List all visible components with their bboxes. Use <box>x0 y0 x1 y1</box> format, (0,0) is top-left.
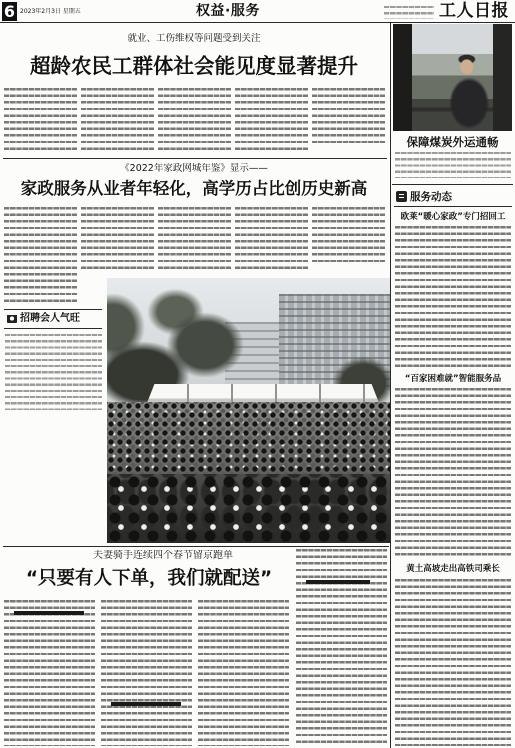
photo-caption-text <box>5 334 102 410</box>
second-story-body-col-3 <box>158 207 231 271</box>
lead-story-body-col-3 <box>158 88 231 152</box>
lead-story-body-col-2 <box>81 88 154 152</box>
second-story-headline: 家政服务从业者年轻化，高学历占比创历史新高 <box>20 179 368 198</box>
third-story-body-col-3 <box>198 600 289 746</box>
third-story-headline: “只要有人下单，我们就配送” <box>25 568 273 589</box>
sidebar-item-body <box>395 388 511 559</box>
job-fair-photo <box>107 278 390 543</box>
second-story-body-col-1 <box>4 207 77 304</box>
photo-crowd-foreground <box>107 474 390 543</box>
masthead-logo: 工人日报 <box>439 1 509 21</box>
news-icon <box>396 191 407 202</box>
photo-feature-rule <box>4 328 102 329</box>
issue-date: 2023年2月3日 星期五 <box>20 8 81 15</box>
sidebar-title: 服务动态 <box>410 191 452 203</box>
third-story-body-col-4 <box>296 549 387 746</box>
second-story-body-col-2 <box>81 207 154 271</box>
editor-credits <box>384 6 434 19</box>
column-divider <box>390 23 391 748</box>
sidebar-item-headline: 欧莱“暖心家政”专门招回工 <box>400 212 506 222</box>
second-story-body-col-4 <box>235 207 308 271</box>
lead-story-headline: 超龄农民工群体社会能见度显著提升 <box>30 54 358 78</box>
lead-story-body-col-5 <box>312 88 385 146</box>
third-story-body-col-2 <box>101 600 192 746</box>
sidebar-title-rule <box>394 206 512 207</box>
photo-news-headline: 保障煤炭外运通畅 <box>406 135 499 149</box>
camera-icon <box>7 313 17 323</box>
sidebar-item-body <box>395 579 511 746</box>
third-story-subhead <box>111 702 181 706</box>
lead-story-body-col-4 <box>235 88 308 152</box>
lead-story-body-col-1 <box>4 88 77 152</box>
sidebar-item-headline: “百家困难就”智能服务品 <box>404 374 502 384</box>
third-story-kicker: 夫妻骑手连续四个春节留京跑单 <box>93 550 233 561</box>
third-story-subhead <box>306 580 370 584</box>
lead-story-kicker: 就业、工伤维权等问题受到关注 <box>127 33 261 44</box>
section-title: 权益·服务 <box>196 3 260 19</box>
third-story-subhead <box>14 611 84 615</box>
second-story-kicker: 《2022年家政网城年鉴》显示—— <box>120 163 268 174</box>
photo-feature-rule <box>4 309 102 310</box>
second-story-body-col-5 <box>312 207 385 265</box>
photo-news-caption <box>395 152 511 178</box>
sidebar-rule <box>392 184 513 185</box>
sidebar-item-body <box>395 226 511 369</box>
coal-transport-photo <box>393 24 512 131</box>
page-number: 6 <box>3 2 16 21</box>
photo-feature-title: 招聘会人气旺 <box>20 313 80 324</box>
sidebar-item-headline: 黄土高坡走出高铁司乘长 <box>406 564 500 574</box>
third-story-body-col-1 <box>4 600 95 746</box>
story-divider <box>3 158 387 159</box>
story-divider <box>3 546 389 547</box>
